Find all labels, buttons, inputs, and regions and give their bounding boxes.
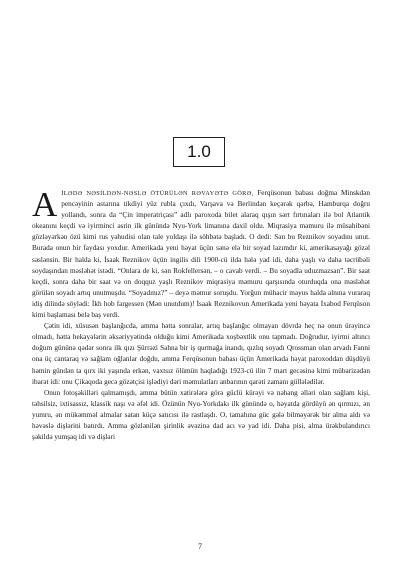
chapter-number-box bbox=[173, 137, 225, 167]
drop-cap: A bbox=[32, 185, 58, 224]
page-number: 7 bbox=[198, 542, 202, 551]
opening-smallcaps: İLƏDƏ NƏSİLDƏN-NƏSLƏ ÖTÜRÜLƏN RƏVAYƏTƏ GÖRƏ, bbox=[61, 190, 254, 197]
chapter-number: 1.0 bbox=[187, 142, 211, 161]
chapter-body bbox=[32, 185, 370, 443]
paragraph-1 bbox=[32, 185, 370, 321]
paragraph-2: Çətin idi, xüsusən başlanğıcda, amma hətta sonralar, artıq başlanğıc olmayan dövrdə heç nə onun ürəyincə olmadı, hətta hekayələrin əksəriyyətində olduğu kimi Amerikada xoşbəxtlik onu tapmadı. Doğrudur, iyirmi altıncı doğum gününə qədər sonra ilk qızı Şürrəzi Səhna bir iş qurmağa inandı, qızlıq soyadı Qrossman olan arvadı Fanni ona üç cantaraq və sağlam oğlanlar doğdu, amma Ferqüsonun babası üçün Amerikada həyat paroxoddan düşdüyü həmin gündən ta qırx iki yaşında erkən, vaxtsız ölümün haqladığı 1923-cü ilin 7 mart gecəsinə kimi mübarizədən ibarət idi: onu Çikaqoda gecə gözətçisi işlədiyi dəri məmulatları anbarının qarəti zamanı güllələdilər. bbox=[32, 322, 370, 386]
paragraph-1-text: Ferqüsonun babası doğma Minskdən pencəyinin astarına tikdiyi yüz rubla çıxdı, Varşava və Berlindən keçərək qərbə, Hamburqa doğru yollandı, sonra da “Çin imperatriçası” adlı paroxoda bilet alaraq qışın sərt fırtınaları ilə bol Atlantik okeanını keçdi və iyirminci əsrin ilk günündə Nyu-York limanına daxil oldu. Miqrasiya məmuru ilə müsahibəni gözləyərkən özü kimi rus yəhudisi olan tale yoldaşı ilə söhbətə başladı. O dedi: Sən bu Reznikov soyadını unut. Burada onun bir faydası yoxdur. Amerikada yeni həyat üçün sənə elə bir soyad lazımdır ki, amerikasayağı gözəl səslənsin. Bir halda ki, İsaak Reznikov üçün ingilis dili 1900-cü ildə hələ yad idi, daha yaşlı və daha təcrübəli soydaşından məsləhət istədi. “Onlara de ki, sən Rokfellersən, – o cavab verdi. – Bu soyadla uduzmazsan”. Bir saat keçdi, sonra daha bir saat və on doqquz yaşlı Reznikov miqrasiya məmuru qarşısında oturduqda ona məsləhət görülən soyadı artıq unutmuşdu. “Soyadınız?” – deyə məmur soruşdu. Yorğun mühacir məyus halda alnına vuraraq idiş dilində söylədi: İkh hob fargessen (Mən unutdum)! İsaak Reznikovun Amerikada yeni həyata İxabod Ferqüson kimi başlaması belə baş verdi. bbox=[32, 189, 370, 320]
paragraph-3: Onun fotoşəkilləri qalmamışdı, amma bütün xatirələrə görə güclü kürəyi və nəhəng əlləri olan sağlam kişi, təhsilsiz, ixtisassız, klassik naşı və əfəl idi. Özünün Nyu-Yorkdakı ilk günündə o, həyatda gördüyü ən qırmızı, ən yumru, ən mükəmməl almalar satan küçə satıcısı ilə rastlaşdı. O, tamahına güc gələ bilməyərək bir alma aldı və həvəslə dişlərini batırdı. Amma gözlənilən şirinlik əvəzinə dad acı və yad idi. Daha pisi, alma ürəkbulandırıcı şəkildə yumşaq idi və dişləri bbox=[32, 388, 370, 442]
